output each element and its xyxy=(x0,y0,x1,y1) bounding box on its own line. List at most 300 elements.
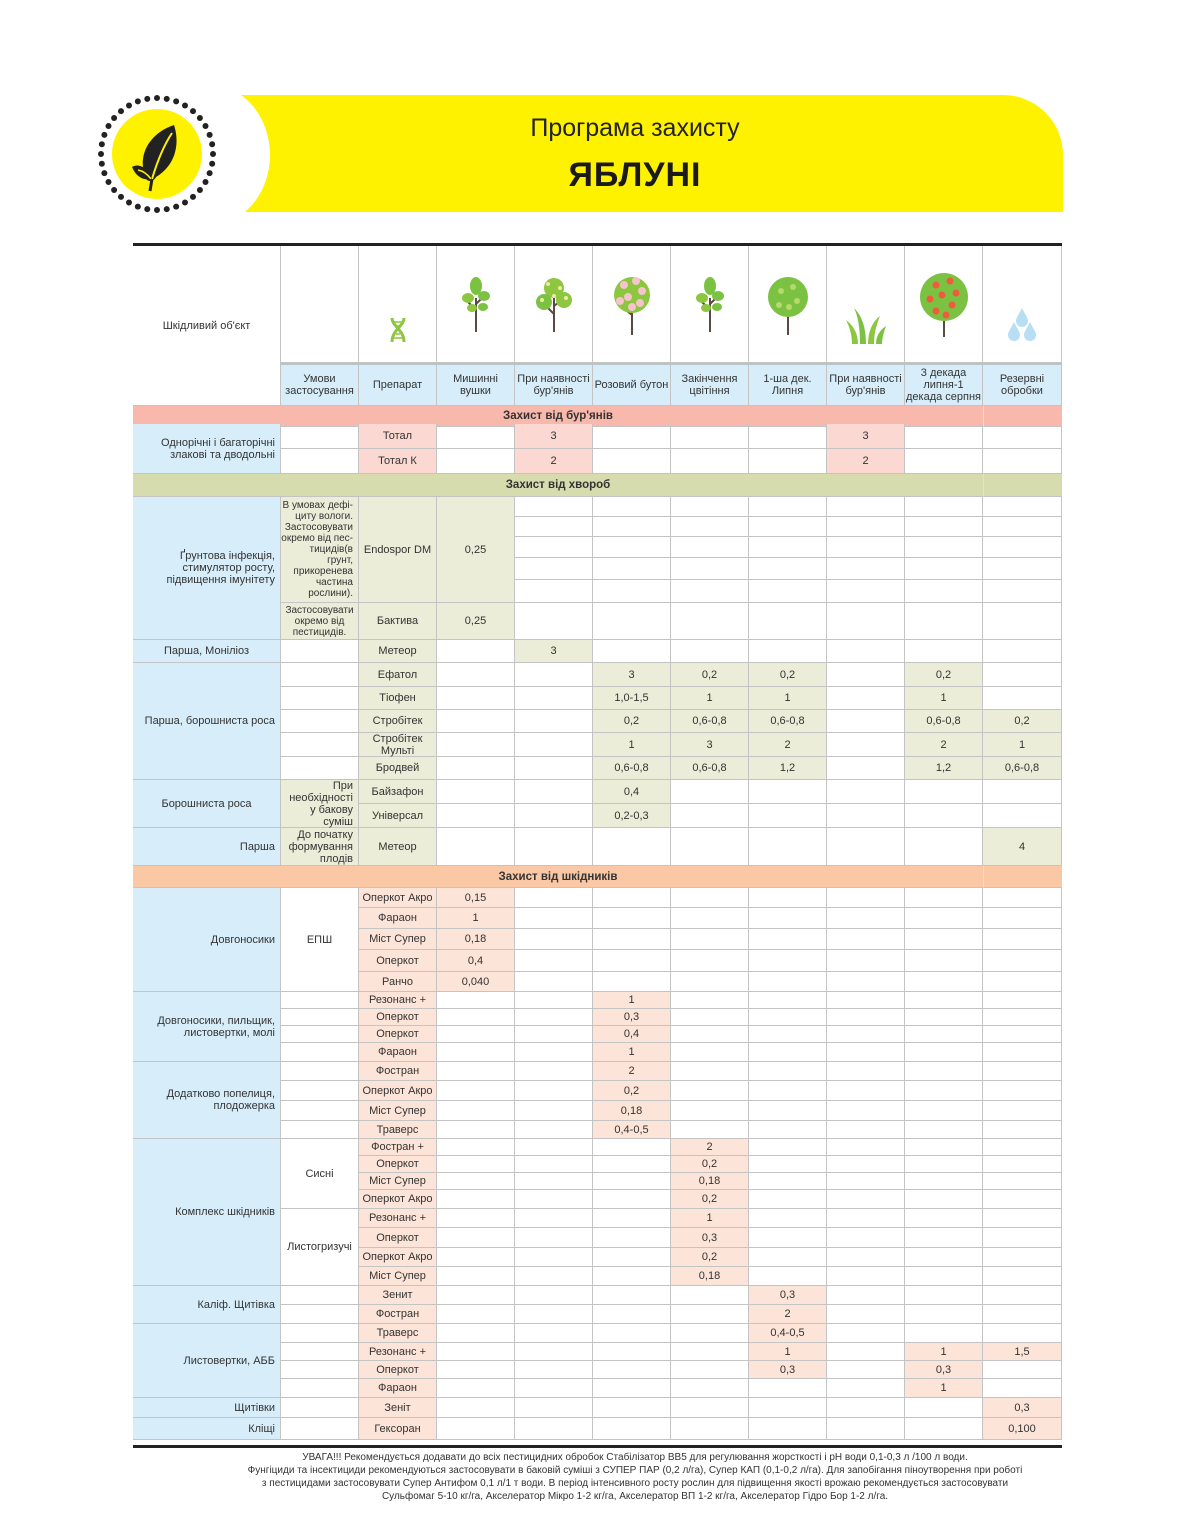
rate-cell xyxy=(593,972,671,992)
product-cell: Резонанс + xyxy=(359,992,437,1009)
rate-cell xyxy=(593,1139,671,1156)
product-cell: Бродвей xyxy=(359,757,437,780)
rate-cell: 1 xyxy=(671,687,749,710)
rate-cell: 2 xyxy=(515,449,593,474)
rate-cell xyxy=(437,1305,515,1324)
rate-cell xyxy=(593,449,671,474)
product-cell: Траверс xyxy=(359,1121,437,1139)
rate-cell xyxy=(437,733,515,757)
rate-cell: 0,3 xyxy=(671,1228,749,1248)
rate-cell xyxy=(905,1286,983,1305)
rate-cell xyxy=(827,908,905,929)
grass-icon xyxy=(827,246,905,363)
col-header-weeds-2: При наявності бур'янів xyxy=(827,363,905,406)
rate-cell xyxy=(905,1121,983,1139)
product-cell: Стробітек xyxy=(359,710,437,733)
rate-cell xyxy=(515,1190,593,1209)
empty-cell xyxy=(905,537,983,558)
product-cell: Універсал xyxy=(359,804,437,828)
rate-cell: 0,4 xyxy=(593,1026,671,1043)
object-cell: Парша, борошниста роса xyxy=(133,663,281,780)
rate-cell: 1 xyxy=(437,908,515,929)
condition-cell xyxy=(281,733,359,757)
tree-july-icon xyxy=(749,246,827,363)
rate-cell xyxy=(515,1398,593,1418)
rate-cell xyxy=(827,1228,905,1248)
rate-cell xyxy=(671,929,749,950)
rate-cell xyxy=(749,1418,827,1440)
rate-cell xyxy=(515,888,593,908)
rate-cell xyxy=(905,1209,983,1228)
empty-cell xyxy=(827,558,905,580)
rate-cell xyxy=(749,828,827,866)
rate-cell: 0,18 xyxy=(593,1101,671,1121)
rate-cell: 0,2 xyxy=(983,710,1062,733)
rate-cell xyxy=(827,972,905,992)
rate-cell xyxy=(515,992,593,1009)
rate-cell xyxy=(515,1101,593,1121)
product-cell: Фостран xyxy=(359,1062,437,1081)
rate-cell: 0,4-0,5 xyxy=(749,1324,827,1343)
rate-cell xyxy=(749,1101,827,1121)
rate-cell xyxy=(593,929,671,950)
rate-cell xyxy=(905,972,983,992)
col-header-weeds-1: При наявності бур'янів xyxy=(515,363,593,406)
rate-cell xyxy=(827,710,905,733)
rate-cell xyxy=(905,424,983,449)
rate-cell xyxy=(827,733,905,757)
rate-cell xyxy=(437,424,515,449)
rate-cell: 0,4 xyxy=(437,950,515,972)
empty-cell xyxy=(905,517,983,537)
condition-cell xyxy=(281,710,359,733)
rate-cell xyxy=(593,1398,671,1418)
section-weeds: Захист від бур'янів xyxy=(133,406,983,427)
condition-cell xyxy=(281,449,359,474)
rate-cell xyxy=(827,1139,905,1156)
empty-cell xyxy=(593,603,671,640)
rate-cell xyxy=(827,1267,905,1286)
condition-cell: Листогризучі xyxy=(281,1209,359,1286)
rate-cell xyxy=(827,1209,905,1228)
empty-cell xyxy=(749,580,827,603)
rate-cell xyxy=(983,1209,1062,1228)
empty-cell xyxy=(515,537,593,558)
rate-cell xyxy=(749,1043,827,1062)
col-header-july-august: 3 декада липня-1 декада серпня xyxy=(905,363,983,406)
rate-cell xyxy=(593,1324,671,1343)
rate-cell xyxy=(905,1043,983,1062)
product-cell: Ефатол xyxy=(359,663,437,687)
empty-cell xyxy=(749,603,827,640)
product-cell: Оперкот xyxy=(359,1009,437,1026)
empty-cell xyxy=(515,580,593,603)
rate-cell xyxy=(671,1379,749,1398)
rate-cell xyxy=(515,1156,593,1173)
rate-cell: 0,2-0,3 xyxy=(593,804,671,828)
empty-cell xyxy=(905,558,983,580)
rate-cell xyxy=(827,1062,905,1081)
dna-icon xyxy=(359,246,437,363)
rate-cell xyxy=(749,1121,827,1139)
rate-cell xyxy=(905,780,983,804)
empty-cell xyxy=(671,558,749,580)
rate-cell xyxy=(593,640,671,663)
rate-cell xyxy=(827,929,905,950)
rate-cell xyxy=(671,1101,749,1121)
rate-cell xyxy=(515,950,593,972)
rate-cell xyxy=(671,1286,749,1305)
rate-cell xyxy=(749,1190,827,1209)
rate-cell xyxy=(983,1173,1062,1190)
product-cell: Оперкот Акро xyxy=(359,1248,437,1267)
rate-cell: 0,2 xyxy=(671,663,749,687)
rate-cell xyxy=(593,1248,671,1267)
rate-cell xyxy=(593,1228,671,1248)
rate-cell: 1,2 xyxy=(749,757,827,780)
rate-cell xyxy=(593,1305,671,1324)
rate-cell xyxy=(983,908,1062,929)
rate-cell xyxy=(593,424,671,449)
rate-cell: 3 xyxy=(671,733,749,757)
rate-cell xyxy=(827,780,905,804)
rate-cell xyxy=(749,804,827,828)
rate-cell: 0,18 xyxy=(437,929,515,950)
rate-cell: 0,2 xyxy=(671,1248,749,1267)
empty-cell xyxy=(983,517,1062,537)
tree-budding-icon xyxy=(515,246,593,363)
rate-cell xyxy=(515,1305,593,1324)
rate-cell xyxy=(515,1248,593,1267)
rate-cell xyxy=(437,687,515,710)
rate-cell xyxy=(983,1286,1062,1305)
rate-cell xyxy=(983,1361,1062,1379)
rate-cell xyxy=(983,424,1062,449)
rate-cell xyxy=(515,1209,593,1228)
rate-cell xyxy=(437,663,515,687)
empty-cell xyxy=(671,517,749,537)
product-cell: Тотал xyxy=(359,424,437,449)
rate-cell xyxy=(671,780,749,804)
rate-cell: 1,0-1,5 xyxy=(593,687,671,710)
rate-cell xyxy=(437,640,515,663)
tree-end-bloom-icon xyxy=(671,246,749,363)
rate-cell xyxy=(827,888,905,908)
rate-cell xyxy=(983,1305,1062,1324)
col-header-end-bloom: Закінчення цвітіння xyxy=(671,363,749,406)
empty-cell xyxy=(515,558,593,580)
rate-cell xyxy=(671,1418,749,1440)
condition-cell xyxy=(281,1343,359,1361)
rate-cell xyxy=(827,1398,905,1418)
product-cell: Оперкот xyxy=(359,950,437,972)
header-icon-cell xyxy=(281,246,359,363)
condition-cell xyxy=(281,1324,359,1343)
footnote-line-1: УВАГА!!! Рекомендується додавати до всіх пестицидних обробок Стабілізатор ВВ5 для регулювання жорсткості і рН води 0,1-0,3 л /100 л води. xyxy=(302,1452,968,1463)
product-cell: Фостран xyxy=(359,1305,437,1324)
rate-cell xyxy=(515,780,593,804)
condition-cell: ЕПШ xyxy=(281,888,359,992)
rate-cell xyxy=(515,1343,593,1361)
product-cell: Резонанс + xyxy=(359,1343,437,1361)
footnote-line-2: Фунгіциди та інсектициди рекомендуються застосовувати в баковій суміші з СУПЕР ПАР (0,2 л/га), Супер КАП (0,1-0,2 л/га). Для запобігання піноутворення при роботі xyxy=(247,1465,1023,1476)
product-cell: Метеор xyxy=(359,828,437,866)
rate-cell xyxy=(983,640,1062,663)
rate-cell xyxy=(671,992,749,1009)
rate-cell xyxy=(827,1173,905,1190)
rate-cell xyxy=(749,449,827,474)
col-header-conditions: Умови застосування xyxy=(281,363,359,406)
object-cell: Кліщі xyxy=(133,1418,281,1440)
rate-cell: 1 xyxy=(905,687,983,710)
rate-cell xyxy=(827,663,905,687)
rate-cell xyxy=(593,1156,671,1173)
rate-cell xyxy=(515,1379,593,1398)
rate-cell xyxy=(749,1156,827,1173)
product-cell: Траверс xyxy=(359,1324,437,1343)
protection-table xyxy=(133,243,1062,1448)
rate-cell xyxy=(671,449,749,474)
rate-cell xyxy=(827,1343,905,1361)
rate-cell xyxy=(983,972,1062,992)
rate-cell: 0,3 xyxy=(749,1286,827,1305)
rate-cell xyxy=(515,1324,593,1343)
rate-cell: 0,2 xyxy=(593,710,671,733)
rate-cell xyxy=(437,1101,515,1121)
rate-cell xyxy=(593,1173,671,1190)
rate-cell xyxy=(437,828,515,866)
rate-cell xyxy=(671,888,749,908)
condition-cell xyxy=(281,1043,359,1062)
condition-cell: Застосовувати окремо від пестицидів. xyxy=(281,603,359,640)
rate-cell: 0,2 xyxy=(749,663,827,687)
condition-cell xyxy=(281,992,359,1009)
rate-cell xyxy=(905,1101,983,1121)
rate-cell xyxy=(905,1418,983,1440)
condition-cell xyxy=(281,424,359,449)
rate-cell xyxy=(905,1324,983,1343)
rate-cell xyxy=(905,929,983,950)
rate-cell xyxy=(593,1361,671,1379)
rate-cell xyxy=(437,449,515,474)
rate-cell xyxy=(671,640,749,663)
condition-cell: В умовах дефі-циту вологи. Застосовувати окремо від пес-тицидів(в грунт, прикоренева частина рослини). xyxy=(281,497,359,603)
rate-cell xyxy=(983,1043,1062,1062)
rate-cell: 3 xyxy=(515,424,593,449)
rate-cell xyxy=(593,828,671,866)
rate-cell xyxy=(749,908,827,929)
rate-cell: 0,6-0,8 xyxy=(983,757,1062,780)
tree-mouse-ear-icon xyxy=(437,246,515,363)
rate-cell xyxy=(905,1228,983,1248)
rate-cell xyxy=(749,1173,827,1190)
condition-cell xyxy=(281,1121,359,1139)
product-cell: Оперкот xyxy=(359,1156,437,1173)
condition-cell xyxy=(281,1286,359,1305)
rate-cell: 3 xyxy=(593,663,671,687)
rate-cell: 2 xyxy=(671,1139,749,1156)
condition-cell xyxy=(281,1081,359,1101)
col-header-product: Препарат xyxy=(359,363,437,406)
rate-cell xyxy=(515,1121,593,1139)
empty-cell xyxy=(905,497,983,517)
rate-cell xyxy=(905,449,983,474)
product-cell: Міст Супер xyxy=(359,1267,437,1286)
rate-cell xyxy=(827,1418,905,1440)
object-cell: Каліф. Щитівка xyxy=(133,1286,281,1324)
rate-cell xyxy=(749,1009,827,1026)
rate-cell xyxy=(515,1286,593,1305)
rate-cell: 2 xyxy=(827,449,905,474)
rate-cell xyxy=(593,950,671,972)
rate-cell xyxy=(671,1398,749,1418)
rate-cell xyxy=(905,1026,983,1043)
rate-cell xyxy=(671,908,749,929)
product-cell: Резонанс + xyxy=(359,1209,437,1228)
product-cell: Зенит xyxy=(359,1286,437,1305)
rate-cell xyxy=(749,640,827,663)
rate-cell xyxy=(749,1026,827,1043)
footnote-line-4: Сульфомаг 5-10 кг/га, Акселератор Мікро 1-2 кг/га, Акселератор ВП 1-2 кг/га, Акселератор Гідро Бор 1-2 л/га. xyxy=(381,1491,889,1502)
rate-cell xyxy=(593,1418,671,1440)
rate-cell: 2 xyxy=(749,1305,827,1324)
col-header-july: 1-ша дек. Липня xyxy=(749,363,827,406)
rate-cell xyxy=(515,804,593,828)
empty-cell xyxy=(671,603,749,640)
rate-cell xyxy=(749,424,827,449)
rate-cell xyxy=(905,1305,983,1324)
rate-cell xyxy=(515,828,593,866)
product-cell: Стробітек Мульті xyxy=(359,733,437,757)
rate-cell xyxy=(983,1062,1062,1081)
product-cell: Байзафон xyxy=(359,780,437,804)
rate-cell xyxy=(827,1026,905,1043)
rate-cell xyxy=(437,1062,515,1081)
empty-cell xyxy=(827,603,905,640)
object-cell: Парша, Моніліоз xyxy=(133,640,281,663)
product-cell: Гексоран xyxy=(359,1418,437,1440)
section-pests: Захист від шкідників xyxy=(133,866,983,888)
rate-cell xyxy=(983,804,1062,828)
empty-cell xyxy=(827,497,905,517)
rate-cell: 0,100 xyxy=(983,1418,1062,1440)
empty-cell xyxy=(827,580,905,603)
rate-cell xyxy=(827,757,905,780)
rate-cell xyxy=(515,663,593,687)
empty-cell xyxy=(593,580,671,603)
rate-cell xyxy=(437,1026,515,1043)
empty-cell xyxy=(515,517,593,537)
rate-cell xyxy=(593,1190,671,1209)
rate-cell: 2 xyxy=(749,733,827,757)
object-cell: Щитівки xyxy=(133,1398,281,1418)
condition-cell: Сисні xyxy=(281,1139,359,1209)
object-cell: Ґрунтова інфекція, стимулятор росту, підвищення імунітету xyxy=(133,497,281,640)
rate-cell xyxy=(437,1248,515,1267)
rate-cell xyxy=(671,1361,749,1379)
rate-cell: 0,6-0,8 xyxy=(593,757,671,780)
empty-cell xyxy=(983,580,1062,603)
rate-cell xyxy=(827,1101,905,1121)
rate-cell: 0,3 xyxy=(749,1361,827,1379)
product-cell: Бактива xyxy=(359,603,437,640)
rate-cell xyxy=(983,1009,1062,1026)
rate-cell xyxy=(515,1043,593,1062)
rate-cell xyxy=(671,1121,749,1139)
rate-cell xyxy=(827,1043,905,1062)
rate-cell xyxy=(593,908,671,929)
rate-cell: 2 xyxy=(905,733,983,757)
rate-cell: 1 xyxy=(905,1379,983,1398)
rate-cell xyxy=(437,1121,515,1139)
rate-cell xyxy=(437,1228,515,1248)
rate-cell xyxy=(905,908,983,929)
condition-cell xyxy=(281,1379,359,1398)
rate-cell xyxy=(437,1209,515,1228)
empty-cell xyxy=(983,558,1062,580)
rate-cell xyxy=(905,804,983,828)
condition-cell xyxy=(281,1026,359,1043)
rate-cell xyxy=(671,1026,749,1043)
rate-cell: 0,3 xyxy=(905,1361,983,1379)
rate-cell xyxy=(437,1173,515,1190)
page-subtitle: Програма захисту xyxy=(530,114,740,142)
rate-cell xyxy=(515,1228,593,1248)
rate-cell xyxy=(905,950,983,972)
rate-cell xyxy=(437,1156,515,1173)
rate-cell: 1 xyxy=(593,733,671,757)
rate-cell: 3 xyxy=(827,424,905,449)
rate-cell xyxy=(827,828,905,866)
rate-cell xyxy=(437,1139,515,1156)
rate-cell xyxy=(671,424,749,449)
rate-cell xyxy=(515,1267,593,1286)
rate-cell xyxy=(515,1062,593,1081)
rate-cell: 0,6-0,8 xyxy=(671,710,749,733)
rate-cell xyxy=(749,972,827,992)
rate-cell xyxy=(671,1343,749,1361)
rate-cell xyxy=(749,1228,827,1248)
rate-cell xyxy=(515,1173,593,1190)
col-header-pink-bud: Розовий бутон xyxy=(593,363,671,406)
product-cell: Оперкот xyxy=(359,1361,437,1379)
rate-cell xyxy=(905,828,983,866)
empty-cell xyxy=(515,497,593,517)
empty-cell xyxy=(593,497,671,517)
condition-cell xyxy=(281,1062,359,1081)
rate-cell: 0,6-0,8 xyxy=(749,710,827,733)
rate-cell xyxy=(983,1379,1062,1398)
rate-cell xyxy=(437,757,515,780)
rate-cell xyxy=(827,1081,905,1101)
rate-cell xyxy=(827,1324,905,1343)
object-header: Шкідливий об'єкт xyxy=(133,246,281,406)
rate-cell xyxy=(905,1398,983,1418)
empty-cell xyxy=(983,537,1062,558)
rate-cell xyxy=(515,1009,593,1026)
rate-cell xyxy=(905,1267,983,1286)
empty-cell xyxy=(749,497,827,517)
product-cell: Фараон xyxy=(359,1379,437,1398)
rate-cell: 0,18 xyxy=(671,1173,749,1190)
rate-cell xyxy=(671,972,749,992)
rate-cell xyxy=(827,1361,905,1379)
water-drops-icon xyxy=(983,246,1062,363)
leaf-icon xyxy=(92,93,222,215)
rate-cell xyxy=(749,1398,827,1418)
object-cell: Додатково попелиця, плодожерка xyxy=(133,1062,281,1139)
rate-cell xyxy=(749,1267,827,1286)
